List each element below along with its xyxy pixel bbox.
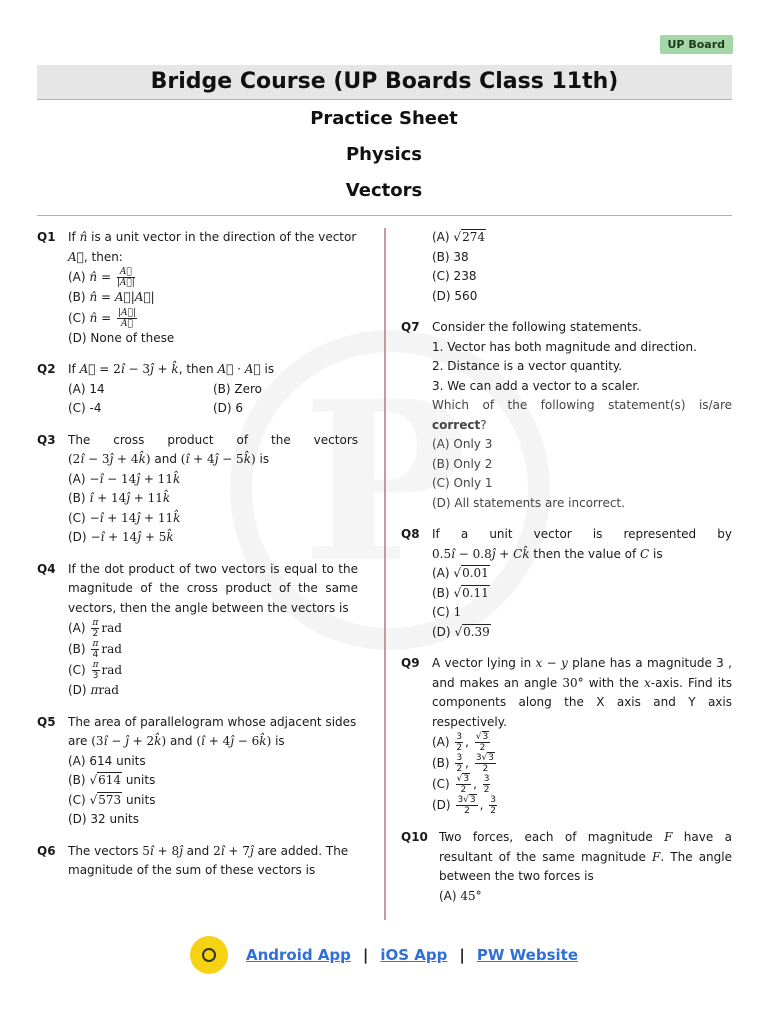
right-column (401, 228, 732, 918)
chapter: Vectors (345, 180, 423, 201)
header-rule (37, 215, 732, 216)
option-c[interactable]: (C) $\frac{\pi}{3}$ rad (68, 660, 123, 681)
option-a[interactable]: (A) √274 (432, 230, 485, 244)
up-board-badge: UP Board (660, 35, 734, 54)
left-column (37, 228, 358, 893)
android-app-link[interactable]: Android App (245, 946, 351, 964)
option-c[interactable]: (C) n̂ = $\frac{|A⃗|}{A⃗}$ (68, 307, 136, 329)
option-a[interactable]: (A) √0.01 (432, 566, 489, 580)
option-d[interactable]: (D) All statements are incorrect. (432, 495, 625, 510)
subject: Physics (345, 144, 422, 165)
question-6: Q6 The vectors 5î + 8ĵ and 2î + 7ĵ are added. The magnitude of the sum of these vectors is (37, 843, 349, 877)
question-8: Q8 If a unit vector is represented by 0.5î − 0.8ĵ + Ck̂ then the value of C is (A) √0.01 (B) √0.11 (C) 1 (D) √0.39 (401, 525, 732, 642)
option-d[interactable]: (D) 32 units (68, 812, 140, 826)
question-6-options (432, 228, 732, 306)
question-4: Q4 If the dot product of two vectors is equal to the magnitude of the cross product of the same vectors, then the angle between the vectors is (A) $\frac{\pi}{2}$ rad (B) $\frac{\pi}{4}$ rad (C) $\frac{\pi}{3}$ rad (D) πrad (37, 560, 358, 701)
option-a[interactable]: (A) 14 (68, 381, 105, 396)
option-b[interactable]: (B) √0.11 (432, 585, 489, 600)
separator: | (459, 946, 465, 964)
option-d[interactable]: (D) −î + 14ĵ + 5k̂ (68, 530, 174, 544)
option-a[interactable]: (A) −î − 14ĵ + 11k̂ (68, 471, 181, 486)
page-title: Bridge Course (UP Boards Class 11th) (37, 65, 732, 100)
sheet-type: Practice Sheet (310, 108, 458, 129)
separator: | (362, 946, 369, 964)
option-a[interactable]: (A) Only 3 (432, 437, 493, 451)
question-9: Q9 A vector lying in x − y plane has a magnitude 3 , and makes an angle 30° with the x-axis. Find its components along the X axis and Y axis respectively. (A) $\frac{3}{2}$ , $\frac{√3}{2}$ (B) $\frac{3}{2}$ , $\frac{3√3}{2}$ (C) $\frac{√3}{2}$ , $\frac{3}{2}$ (D) $\frac{3√3}{2}$ , $\frac{3}{2}$ (401, 656, 732, 816)
option-b[interactable]: (B) $\frac{\pi}{4}$ rad (68, 639, 122, 660)
option-b[interactable]: (B) î + 14ĵ + 11k̂ (68, 491, 171, 505)
question-3: Q3 The cross product of the vectors (2î − 3ĵ + 4k̂) and (î + 4ĵ − 5k̂) is (A) −î − 14ĵ + 11k̂ (B) î + 14ĵ + 11k̂ (C) −î + 14ĵ + 11k̂ (D) −î + 14ĵ + 5k̂ (37, 431, 358, 548)
option-c[interactable]: (C) √573 units (68, 792, 156, 807)
question-5: Q5 The area of parallelogram whose adjacent sides are (3î − ĵ + 2k̂) and (î + 4ĵ − 6k̂) is (A) 614 units (B) √614 units (C) √573 units (D) 32 units (37, 713, 358, 830)
option-a[interactable]: (A) $\frac{3}{2}$ , $\frac{√3}{2}$ (432, 732, 489, 753)
option-b[interactable]: (B) Zero (213, 381, 263, 396)
footer (0, 935, 768, 975)
question-2: Q2 If A⃗ = 2î − 3ĵ + k̂, then A⃗ · A⃗ is (A) 14 (B) Zero (C) -4 (D) 6 (37, 360, 358, 419)
option-d[interactable]: (D) 6 (213, 401, 244, 415)
pw-website-link[interactable]: PW Website (476, 946, 578, 964)
option-c[interactable]: (C) 1 (432, 605, 462, 619)
option-d[interactable]: (D) πrad (68, 683, 119, 697)
question-10: Q10 Two forces, each of magnitude F have a resultant of the same magnitude F. The angle between the two forces is (A) 45° (401, 828, 732, 906)
option-b[interactable]: (B) $\frac{3}{2}$ , $\frac{3√3}{2}$ (432, 753, 495, 774)
option-b[interactable]: (B) √614 units (68, 773, 156, 787)
option-c[interactable]: (C) Only 1 (432, 476, 493, 490)
option-b[interactable]: (B) Only 2 (432, 456, 493, 471)
option-d[interactable]: (D) None of these (68, 330, 175, 345)
option-d[interactable]: (D) √0.39 (432, 624, 490, 639)
option-a[interactable]: (A) n̂ = $\frac{A⃗}{|A⃗|}$ (68, 267, 135, 288)
option-c[interactable]: (C) −î + 14ĵ + 11k̂ (68, 510, 181, 525)
option-b[interactable]: (B) n̂ = A⃗|A⃗| (68, 290, 155, 304)
question-1: Q1 If n̂ is a unit vector in the direction of the vector A⃗, then: (A) n̂ = $\frac{A⃗}{|A⃗|}$ (B) n̂ = A⃗|A⃗| (C) n̂ = $\frac{|A⃗|}{A⃗}$ (D) None of these (37, 228, 358, 348)
option-d[interactable]: (D) $\frac{3√3}{2}$ , $\frac{3}{2}$ (432, 795, 497, 816)
customer-service-logo-icon (190, 936, 228, 974)
option-a[interactable]: (A) 614 units (68, 753, 146, 768)
option-c[interactable]: (C) 238 (432, 269, 477, 283)
ios-app-link[interactable]: iOS App (380, 946, 448, 964)
option-c[interactable]: (C) -4 (68, 401, 102, 415)
option-b[interactable]: (B) 38 (432, 249, 469, 264)
option-a[interactable]: (A) 45° (439, 888, 482, 903)
question-7: Q7 Consider the following statements. 1. Vector has both magnitude and direction. 2. Distance is a vector quantity. 3. We can add a vector to a scaler. Which of the following statement(s) is/are correct? (A) Only 3 (B) Only 2 (C) Only 1 (D) All statements are incorrect. (401, 318, 732, 513)
option-a[interactable]: (A) $\frac{\pi}{2}$ rad (68, 618, 122, 639)
option-d[interactable]: (D) 560 (432, 288, 478, 303)
option-c[interactable]: (C) $\frac{√3}{2}$ , $\frac{3}{2}$ (432, 774, 490, 795)
column-divider (384, 228, 386, 920)
